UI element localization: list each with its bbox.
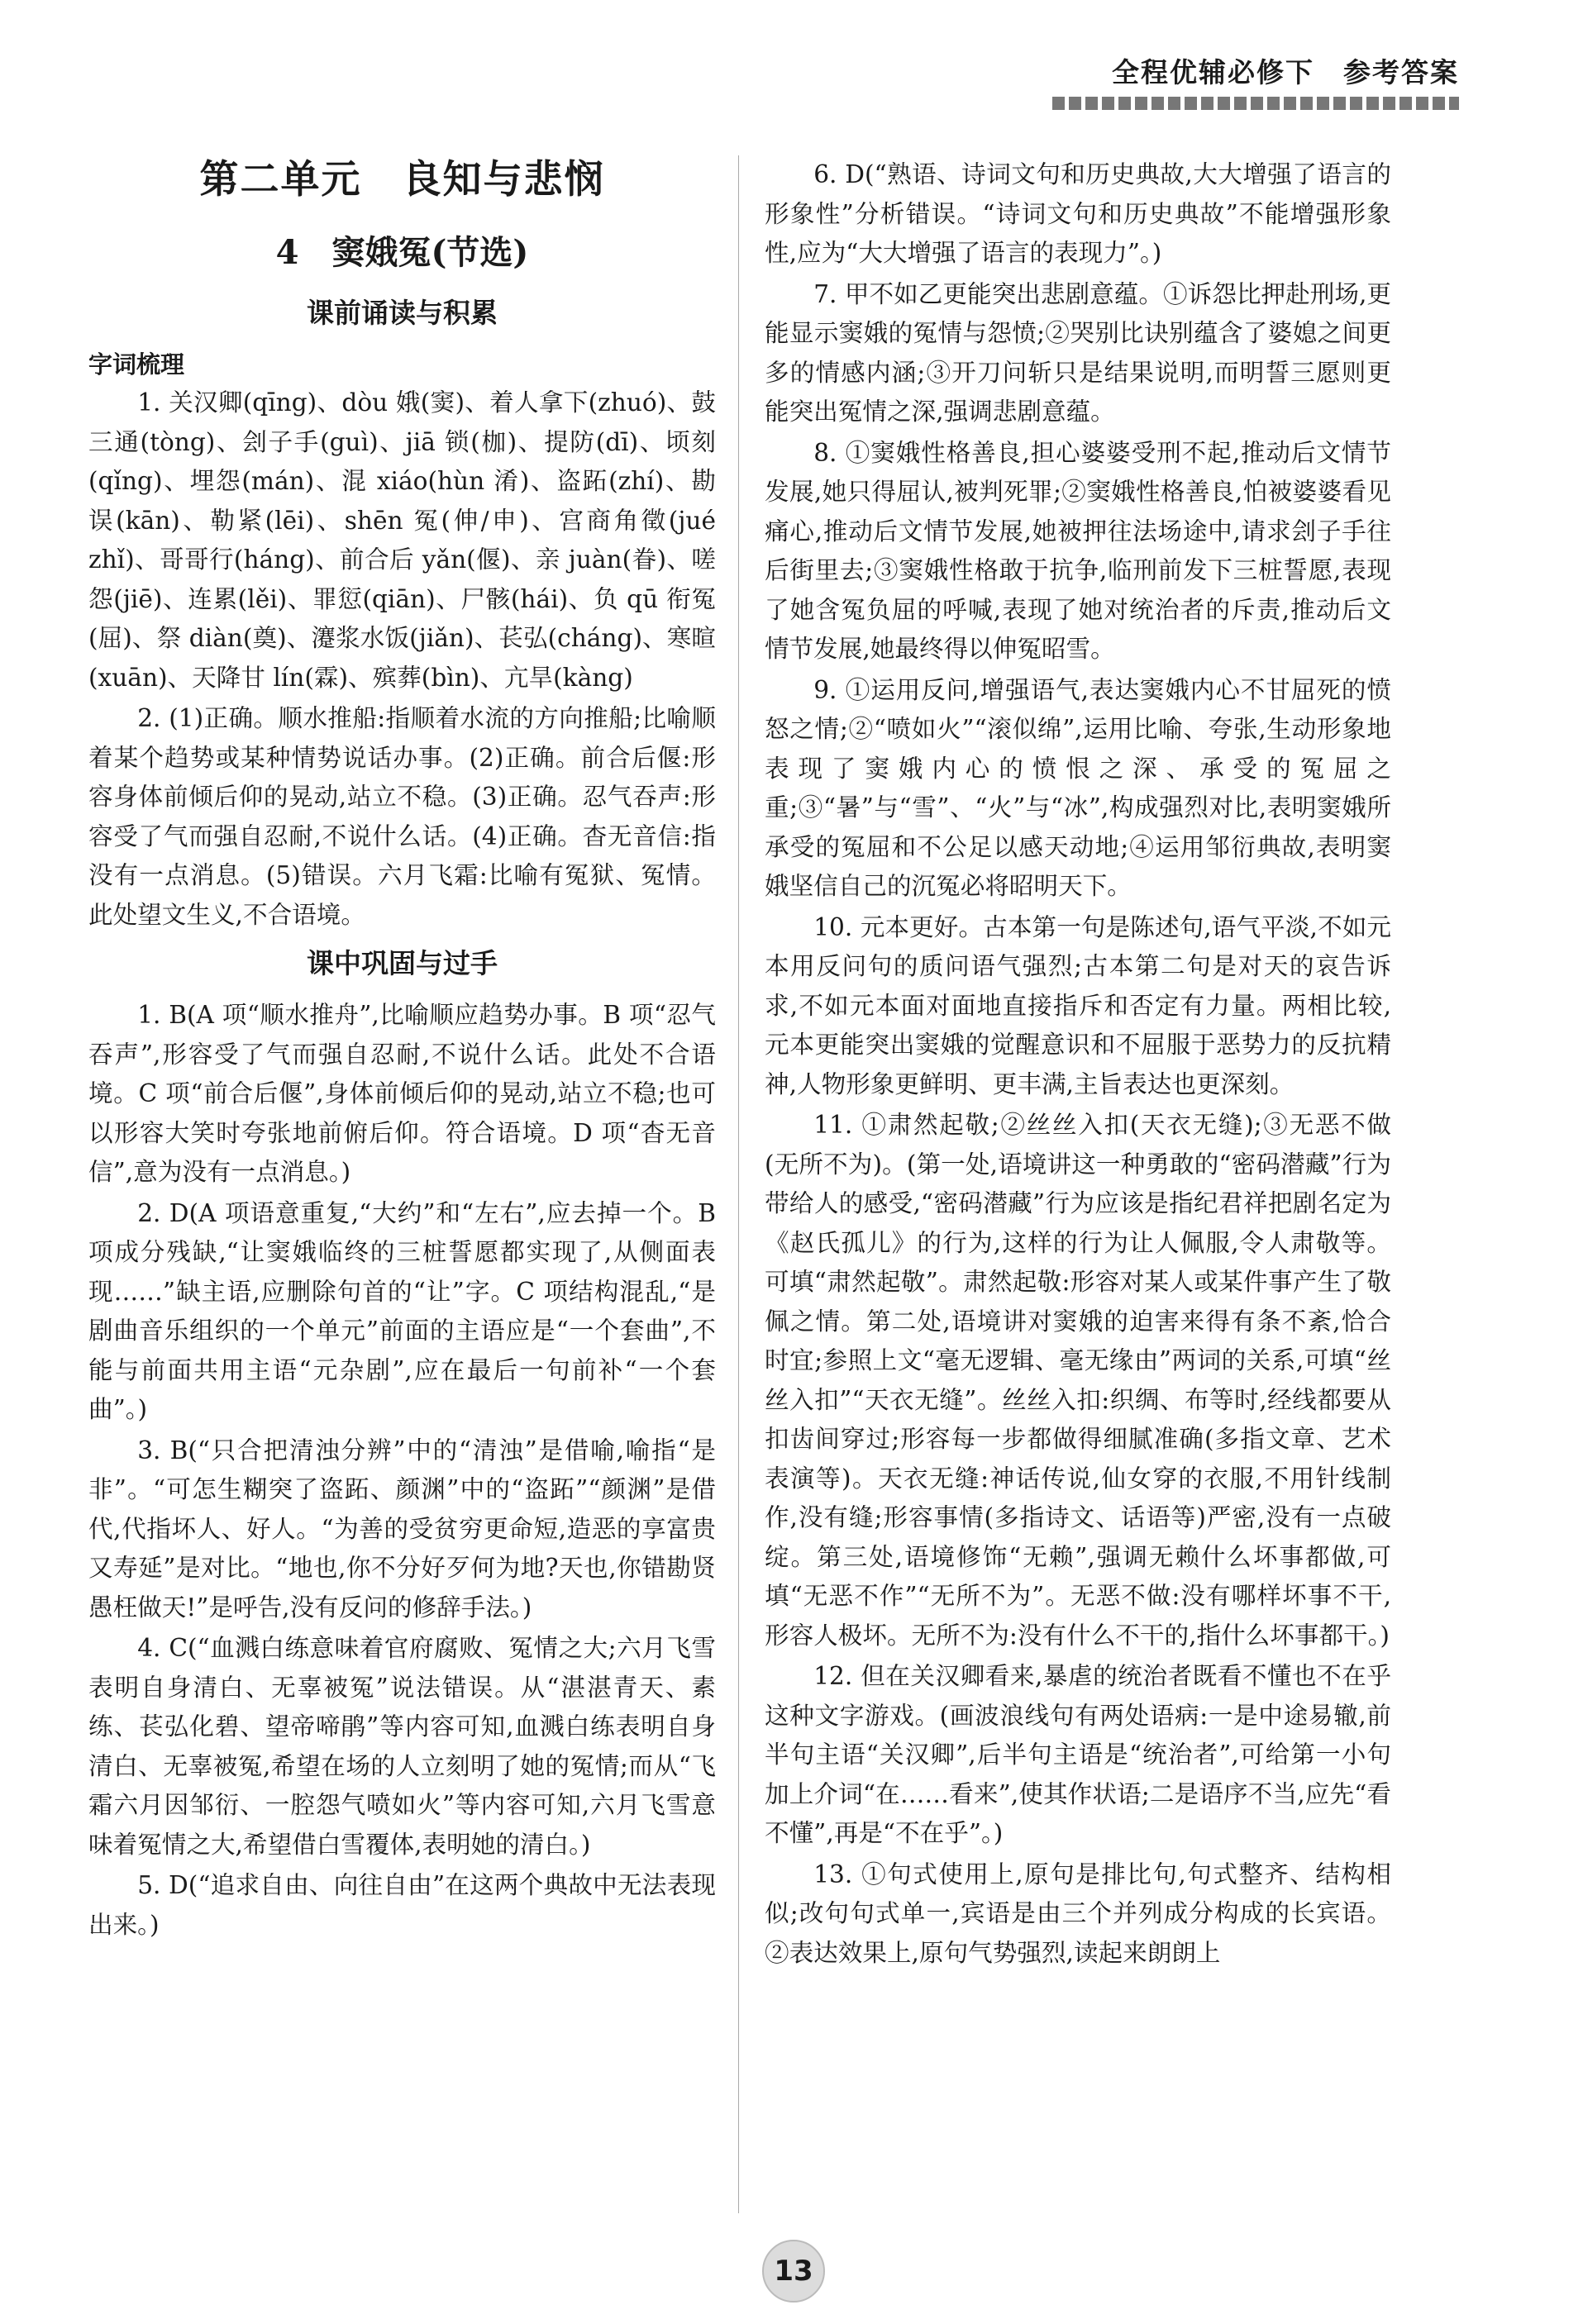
lesson-title: 4 窦娥冤(节选): [275, 233, 529, 272]
column-divider: [738, 155, 739, 2213]
answer-paragraph: 12. 但在关汉卿看来,暴虐的统治者既看不懂也不在乎这种文字游戏。(画波浪线句有两处语病:一是中途易辙,前半句主语“关汉卿”,后半句主语是“统治者”,可给第一小句加上介词“在……看来”,使其作状语;二是语序不当,应先“看不懂”,再是“不在乎”。): [765, 1662, 1391, 1847]
section-title-pre: 课前诵读与积累: [307, 297, 498, 329]
answer-paragraph: 10. 元本更好。古本第一句是陈述句,语气平淡,不如元本用反问句的质问语气强烈;古本第二句是对天的哀告诉求,不如元本面对面地直接指斥和否定有力量。两相比较,元本更能突出窦娥的觉醒意识和不屈服于恶势力的反抗精神,人物形象更鲜明、更丰满,主旨表达也更深刻。: [765, 912, 1391, 1098]
section-title-mid: 课中巩固与过手: [307, 947, 498, 979]
answer-paragraph: 3. B(“只合把清浊分辨”中的“清浊”是借喻,喻指“是非”。“可怎生糊突了盗跖、颜渊”中的“盗跖”“颜渊”是借代,代指坏人、好人。“为善的受贫穷更命短,造恶的享富贵又寿延”是对比。“地也,你不分好歹何为地?天也,你错勘贤愚枉做天!”是呼告,没有反问的修辞手法。): [88, 1436, 716, 1622]
answer-paragraph: 4. C(“血溅白练意味着官府腐败、冤情之大;六月飞雪表明自身清白、无辜被冤”说法错误。从“湛湛青天、素练、苌弘化碧、望帝啼鹃”等内容可知,血溅白练表明自身清白、无辜被冤,希望在场的人立刻明了她的冤情;而从“飞霜六月因邹衍、一腔怨气喷如火”等内容可知,六月飞雪意味着冤情之大,希望借白雪覆体,表明她的清白。): [88, 1634, 716, 1859]
answer-paragraph: 7. 甲不如乙更能突出悲剧意蕴。①诉怨比押赴刑场,更能显示窦娥的冤情与怨愤;②哭别比诀别蕴含了婆媳之间更多的情感内涵;③开刀问斩只是结果说明,而明誓三愿则更能突出冤情之深,强调悲剧意蕴。: [765, 279, 1391, 426]
answer-paragraph: 1. B(A 项“顺水推舟”,比喻顺应趋势办事。B 项“忍气吞声”,形容受了气而强自忍耐,不说什么话。此处不合语境。C 项“前合后偃”,身体前倾后仰的晃动,站立不稳;也可以形容大笑时夸张地前俯后仰。符合语境。D 项“杳无音信”,意为没有一点消息。): [88, 1001, 716, 1186]
answer-paragraph: 1. 关汉卿(qīng)、dòu 娥(窦)、着人拿下(zhuó)、鼓三通(tòng)、刽子手(guì)、jiā 锁(枷)、提防(dī)、顷刻(qǐng)、埋怨(mán)、混 xiáo(hùn 淆)、盗跖(zhí)、勘误(kān)、勒紧(lēi)、shēn 冤(伸/申)、宫商角徵(jué zhǐ)、哥哥行(háng)、前合后 yǎn(偃)、亲 juàn(眷)、嗟怨(jiē)、连累(lěi)、罪愆(qiān)、尸骸(hái)、负 qū 衔冤(屈)、祭 diàn(奠)、瀽浆水饭(jiǎn)、苌弘(cháng)、寒暄(xuān)、天降甘 lín(霖)、殡葬(bìn)、亢旱(kàng): [88, 388, 716, 692]
header-title: 全程优辅必修下 参考答案: [1112, 56, 1459, 88]
answer-paragraph: 2. (1)正确。顺水推船:指顺着水流的方向推船;比喻顺着某个趋势或某种情势说话办事。(2)正确。前合后偃:形容身体前倾后仰的晃动,站立不稳。(3)正确。忍气吞声:形容受了气而强自忍耐,不说什么话。(4)正确。杳无音信:指没有一点消息。(5)错误。六月飞霜:比喻有冤狱、冤情。此处望文生义,不合语境。: [88, 704, 716, 929]
page-number: 13: [762, 2240, 825, 2303]
left-column: [88, 155, 716, 1946]
subsection-title-vocab: 字词梳理: [88, 350, 185, 379]
page-header: [1052, 51, 1459, 110]
answer-paragraph: 11. ①肃然起敬;②丝丝入扣(天衣无缝);③无恶不做(无所不为)。(第一处,语境讲这一种勇敢的“密码潜藏”行为带给人的感受,“密码潜藏”行为应该是指纪君祥把剧名定为《赵氏孤儿》的行为,这样的行为让人佩服,令人肃敬等。可填“肃然起敬”。肃然起敬:形容对某人或某件事产生了敬佩之情。第二处,语境讲对窦娥的迫害来得有条不紊,恰合时宜;参照上文“毫无逻辑、毫无缘由”两词的关系,可填“丝丝入扣”“天衣无缝”。丝丝入扣:织绸、布等时,经线都要从扣齿间穿过;形容每一步都做得细腻准确(多指文章、艺术表演等)。天衣无缝:神话传说,仙女穿的衣服,不用针线制作,没有缝;形容事情(多指诗文、话语等)严密,没有一点破绽。第三处,语境修饰“无赖”,强调无赖什么坏事都做,可填“无恶不作”“无所不为”。无恶不做:没有哪样坏事不干,形容人极坏。无所不为:没有什么不干的,指什么坏事都干。): [765, 1111, 1391, 1650]
answer-paragraph: 2. D(A 项语意重复,“大约”和“左右”,应去掉一个。B 项成分残缺,“让窦娥临终的三桩誓愿都实现了,从侧面表现……”缺主语,应删除句首的“让”字。C 项结构混乱,“是剧曲音乐组织的一个单元”前面的主语应是“一个套曲”,不能与前面共用主语“元杂剧”,应在最后一句前补“一个套曲”。): [88, 1198, 716, 1423]
answer-paragraph: 9. ①运用反问,增强语气,表达窦娥内心不甘屈死的愤怒之情;②“喷如火”“滚似绵”,运用比喻、夸张,生动形象地表现了窦娥内心的愤恨之深、承受的冤屈之重;③“暑”与“雪”、“火”与“冰”,构成强烈对比,表明窦娥所承受的冤屈和不公足以感天动地;④运用邹衍典故,表明窦娥坚信自己的沉冤必将昭明天下。: [765, 675, 1391, 900]
unit-title: 第二单元 良知与悲悯: [199, 157, 605, 202]
answer-paragraph: 13. ①句式使用上,原句是排比句,句式整齐、结构相似;改句句式单一,宾语是由三个并列成分构成的长宾语。②表达效果上,原句气势强烈,读起来朗朗上: [765, 1860, 1391, 1967]
answer-paragraph: 8. ①窦娥性格善良,担心婆婆受刑不起,推动后文情节发展,她只得屈认,被判死罪;②窦娥性格善良,怕被婆婆看见痛心,推动后文情节发展,她被押往法场途中,请求刽子手往后街里去;③窦娥性格敢于抗争,临刑前发下三桩誓愿,表现了她含冤负屈的呼喊,表现了她对统治者的斥责,推动后文情节发展,她最终得以伸冤昭雪。: [765, 438, 1391, 663]
answer-paragraph: 6. D(“熟语、诗词文句和历史典故,大大增强了语言的形象性”分析错误。“诗词文句和历史典故”不能增强形象性,应为“大大增强了语言的表现力”。): [765, 160, 1391, 267]
answer-paragraph: 5. D(“追求自由、向往自由”在这两个典故中无法表现出来。): [88, 1871, 716, 1939]
right-column: [765, 155, 1391, 1974]
header-decoration: [1052, 97, 1459, 110]
